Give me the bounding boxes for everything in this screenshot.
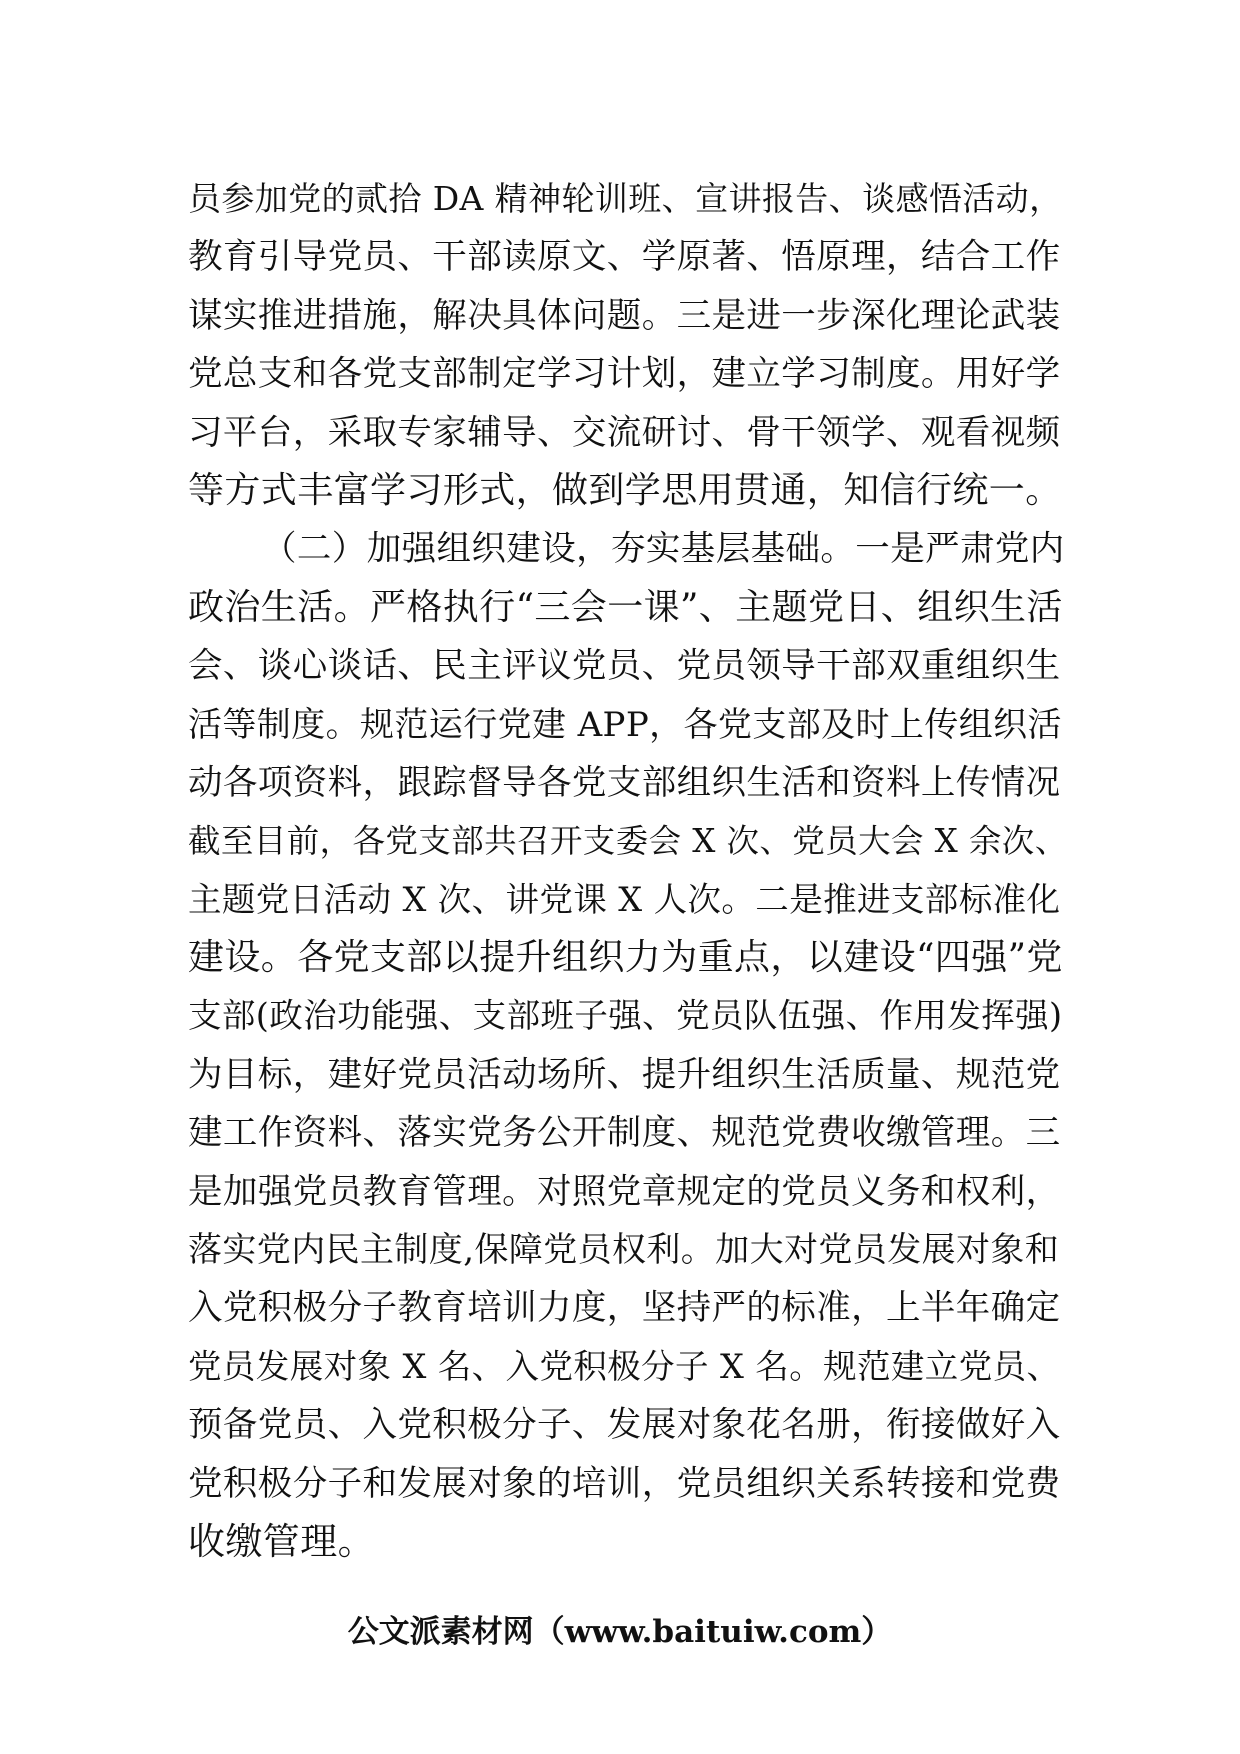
document-body (188, 170, 1068, 1571)
text-line: 落实党内民主制度,保障党员权利。加大对党员发展对象和 (188, 1230, 1060, 1271)
text-line: 是加强党员教育管理。对照党章规定的党员义务和权利， (188, 1171, 1061, 1212)
text-line: 活等制度。规范运行党建 APP，各党支部及时上传组织活 (188, 704, 1062, 745)
text-line: 动各项资料，跟踪督导各党支部组织生活和资料上传情况 (188, 762, 1061, 803)
text-line: 等方式丰富学习形式，做到学思用贯通，知信行统一。 (188, 469, 1062, 511)
text-line: （二）加强组织建设，夯实基层基础。一是严肃党内 (262, 529, 1065, 570)
text-line: 主题党日活动 X 次、讲党课 X 人次。二是推进支部标准化 (188, 879, 1061, 919)
footer-watermark: 公文派素材网（www.baituiw.com） (347, 1614, 893, 1650)
text-line: 党积极分子和发展对象的培训，党员组织关系转接和党费 (188, 1463, 1061, 1504)
text-line: 支部(政治功能强、支部班子强、党员队伍强、作用发挥强) (188, 996, 1063, 1036)
text-line: 会、谈心谈话、民主评议党员、党员领导干部双重组织生 (188, 646, 1061, 687)
text-line: 习平台，采取专家辅导、交流研讨、骨干领学、观看视频 (188, 412, 1061, 453)
text-line: 为目标，建好党员活动场所、提升组织生活质量、规范党 (188, 1054, 1061, 1095)
text-line: 党总支和各党支部制定学习计划，建立学习制度。用好学 (188, 354, 1061, 395)
text-line: 建设。各党支部以提升组织力为重点，以建设“四强”党 (188, 937, 1063, 979)
text-line: 入党积极分子教育培训力度，坚持严的标准，上半年确定 (188, 1288, 1061, 1329)
text-line: 教育引导党员、干部读原文、学原著、悟原理，结合工作 (188, 237, 1061, 278)
text-line: 预备党员、入党积极分子、发展对象花名册，衔接做好入 (188, 1405, 1061, 1446)
text-line: 收缴管理。 (188, 1519, 375, 1563)
text-line: 谋实推进措施，解决具体问题。三是进一步深化理论武装 (188, 295, 1061, 336)
text-line: 政治生活。严格执行“三会一课”、主题党日、组织生活 (188, 586, 1063, 628)
text-line: 截至目前，各党支部共召开支委会 X 次、党员大会 X 余次、 (188, 822, 1068, 861)
text-line: 党员发展对象 X 名、入党积极分子 X 名。规范建立党员、 (188, 1346, 1061, 1386)
text-line: 员参加党的贰拾 DA 精神轮训班、宣讲报告、谈感悟活动， (188, 179, 1063, 218)
text-line: 建工作资料、落实党务公开制度、规范党费收缴管理。三 (188, 1113, 1061, 1154)
